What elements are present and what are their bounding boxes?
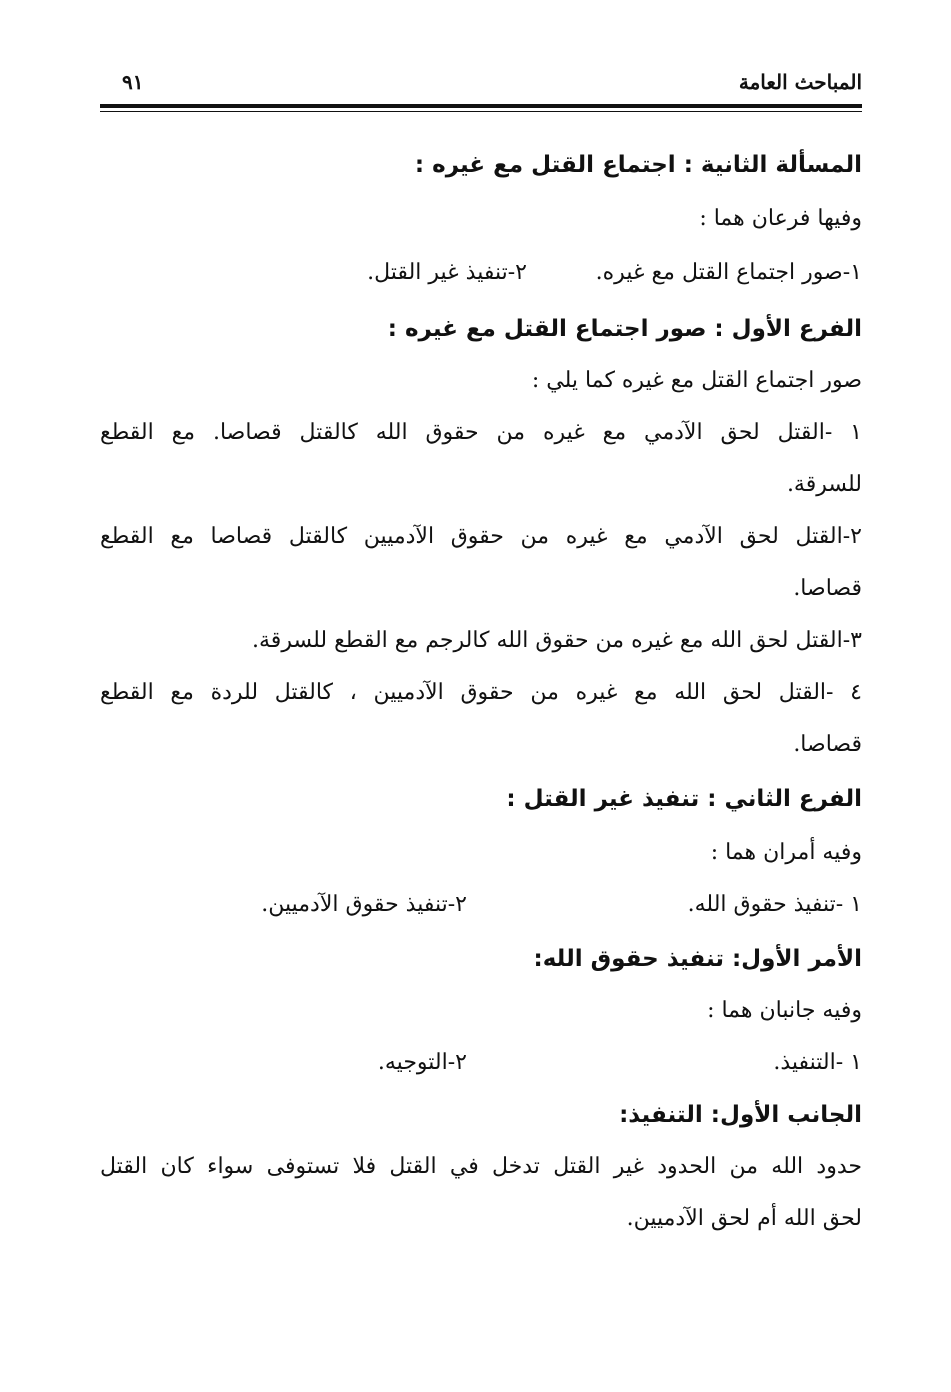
case-3: ٣-القتل لحق الله مع غيره من حقوق الله كالرجم مع القطع للسرقة. <box>252 628 862 653</box>
matter-1-intro: وفيه جانبان هما : <box>707 998 862 1023</box>
branch-1-intro: صور اجتماع القتل مع غيره كما يلي : <box>531 368 862 393</box>
heading-issue-2: المسألة الثانية : اجتماع القتل مع غيره : <box>414 152 862 178</box>
issue-2-intro: وفيها فرعان هما : <box>699 206 862 231</box>
case-4-line-2: قصاصا. <box>793 732 862 757</box>
matter-1-item-1: ١ -التنفيذ. <box>773 1050 862 1075</box>
branch-2-item-2: ٢-تنفيذ حقوق الآدميين. <box>261 892 467 917</box>
branch-2-intro: وفيه أمران هما : <box>710 840 862 865</box>
issue-2-item-1: ١-صور اجتماع القتل مع غيره. <box>595 260 862 285</box>
case-2-line-2: قصاصا. <box>793 576 862 601</box>
case-1-line-1: ١ -القتل لحق الآدمي مع غيره من حقوق الله كالقتل قصاصا. مع القطع <box>100 420 862 445</box>
header-rule-thick <box>100 104 862 108</box>
page-header <box>100 62 862 112</box>
heading-matter-1: الأمر الأول: تنفيذ حقوق الله: <box>533 946 862 972</box>
heading-branch-1: الفرع الأول : صور اجتماع القتل مع غيره : <box>387 316 862 342</box>
heading-branch-2: الفرع الثاني : تنفيذ غير القتل : <box>506 786 862 812</box>
case-1-line-2: للسرقة. <box>786 472 862 497</box>
branch-2-item-1: ١ -تنفيذ حقوق الله. <box>687 892 862 917</box>
case-2-line-1: ٢-القتل لحق الآدمي مع غيره من حقوق الآدميين كالقتل قصاصا مع القطع <box>100 524 862 549</box>
issue-2-item-2: ٢-تنفيذ غير القتل. <box>367 260 527 285</box>
heading-aspect-1: الجانب الأول: التنفيذ: <box>619 1102 862 1128</box>
case-4-line-1: ٤ -القتل لحق الله مع غيره من حقوق الآدميين ، كالقتل للردة مع القطع <box>100 680 862 705</box>
matter-1-item-2: ٢-التوجيه. <box>377 1050 467 1075</box>
header-rule-thin <box>100 111 862 112</box>
page-number: ٩١ <box>122 70 144 94</box>
aspect-1-line-1: حدود الله من الحدود غير القتل تدخل في القتل فلا تستوفى سواء كان القتل <box>100 1154 862 1179</box>
running-header-title: المباحث العامة <box>738 70 862 94</box>
aspect-1-line-2: لحق الله أم لحق الآدميين. <box>626 1206 862 1231</box>
